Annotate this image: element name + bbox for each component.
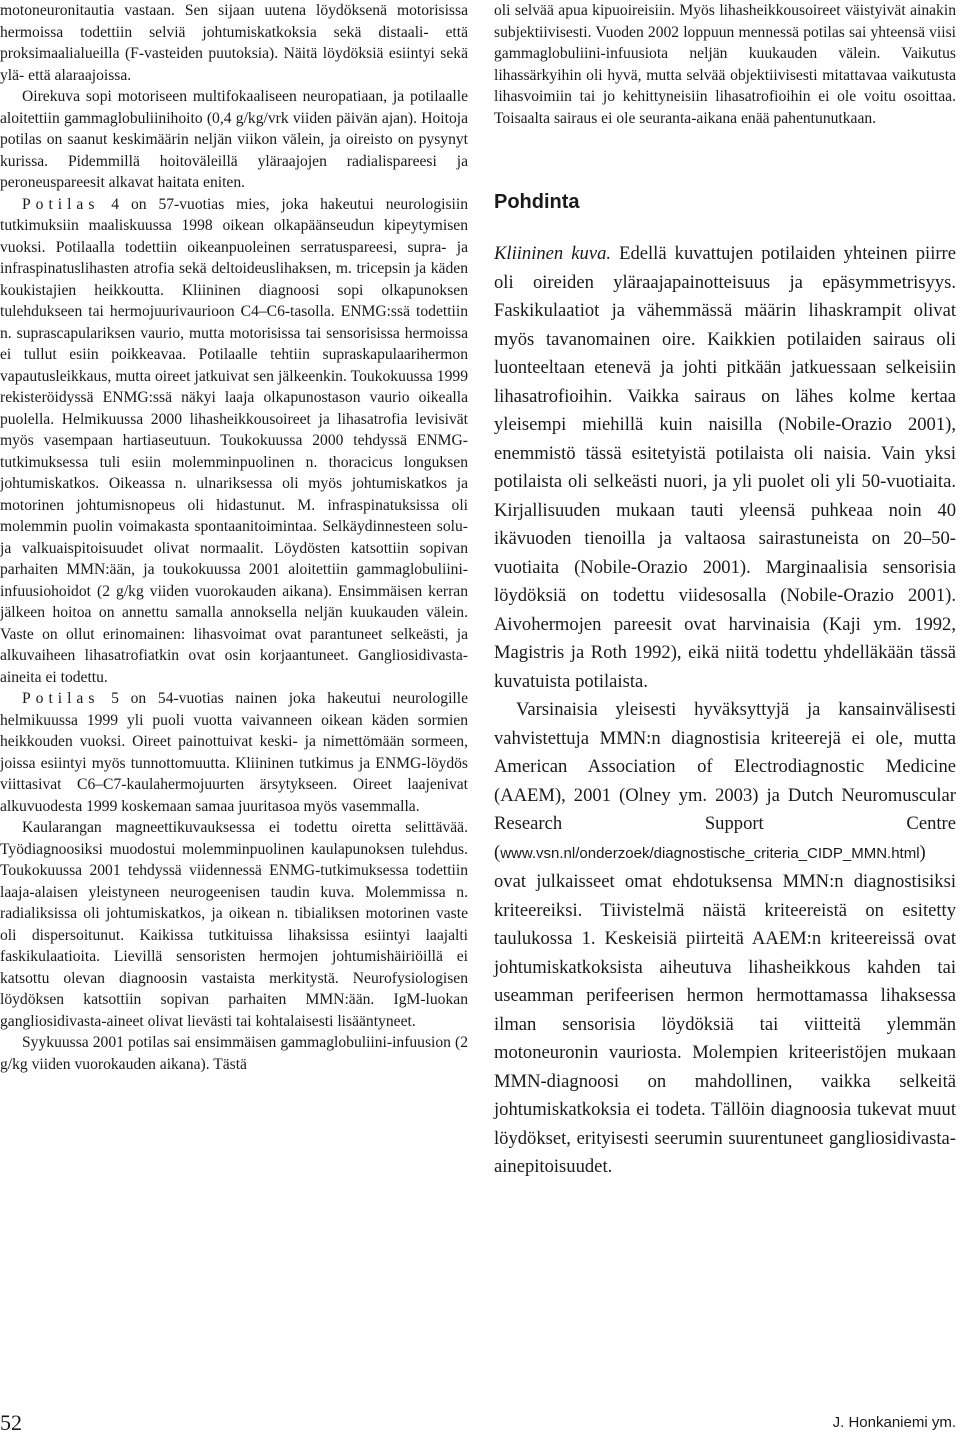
paragraph-lead: Kliininen kuva.	[494, 243, 612, 264]
discussion-paragraph	[494, 696, 956, 1182]
section-heading: Pohdinta	[494, 191, 580, 213]
discussion-paragraph	[494, 240, 956, 696]
case-text: 4 on 57-vuotias mies, joka hakeutui neurologisiin tutkimuksiin maaliskuussa 1998 oikean olkapäänseudun kipeytymisen vuoksi. Potilaalla todettiin oikeanpuoleinen serratuspareesi, supra- ja infraspinatuslihasten atrofia sekä deltoideuslihaksen, m. tricepsin ja käden koukistajien heikkoutta. Kliininen diagnoosi sopi olkapunoksen tulehdukseen tai hermojuurivaurioon C4–C6-tasolla. ENMG:ssä todettiin n. suprascapulariksen vaurio, mutta motorisissa tai sensorisissa hermoissa ei tullut esiin poikkeavaa. Potilaalle tehtiin supraskapulaarihermon vapautusleikkaus, mutta oireet jatkuivat sen jälkeenkin. Toukokuussa 1999 rekisteröidyssä ENMG:ssä näkyi laaja olkapunostason vaurio oikealla puolella. Helmikuussa 2000 lihasheikkousoireet ja lihasatrofia levisivät myös vasempaan hartiaseutuun. Toukokuussa 2000 tehdyssä ENMG-tutkimuksessa tuli esiin molemminpuolinen n. thoracicus longuksen johtumiskatkos. Oikeassa n. ulnariksessa oli myös johtumiskatkos ja motorinen johtumisnopeus oli hidastunut. M. infraspinatuksissa oli molemmin puolin voimakasta spontaanitoimintaa. Selkäydinnesteen solu- ja valkuaispitoisuudet olivat normaalit. Löydösten katsottiin sopivan parhaiten MMN:ään, ja toukokuussa 2001 aloitettiin gammaglobuliini-infuusiohoidot (2 g/kg viiden vuorokauden aikana). Ensimmäisen kerran jälkeen hoitoa on annettu samalla annoksella neljän kuukauden välein. Vaste on ollut erinomainen: lihasvoimat ovat parantuneet selkeästi, ja alkuvaiheen lihasatrofiatkin ovat osin korjaantuneet. Gangliosidivasta-aineita ei todettu.	[0, 195, 468, 686]
body-paragraph: motoneuronitautia vastaan. Sen sijaan uutena löydöksenä motorisissa hermoissa todettiin selviä johtumiskatkoksia sekä distaali- että proksimaalialueilla (F-vasteiden puutoksia). Näitä löydöksiä esiintyi sekä ylä- että alaraajoissa.	[0, 2, 468, 84]
discussion-body	[494, 240, 956, 1182]
body-paragraph: Kaularangan magneettikuvauksessa ei todettu oiretta selittävää. Työdiagnoosiksi muodostui molemminpuolinen kaulapunoksen tulehdus. Toukokuussa 2001 tehdyssä viidennessä ENMG-tutkimuksessa todettiin laaja-alaisen yleistyneen neurogeenisen taudin kuva. Molemmissa n. radialiksissa oli johtumiskatkos, ja oikean n. tibialiksen motorinen vaste oli dispersoitunut. Kaikissa tutkituissa lihaksissa esiintyi laajalti faskikulaatioita. Lievillä sensoristen hermojen johtumishäiriöillä ei katsottu olevan diagnoosin vastaista merkitystä. Neurofysiologisen löydöksen katsottiin sopivan parhaiten MMN:ään. IgM-luokan gangliosidivasta-aineet olivat lievästi tai kohtalaisesti lisääntyneet.	[0, 819, 468, 1030]
paragraph-text: Edellä kuvattujen potilaiden yhteinen piirre oli oireiden yläraajapainotteisuus ja epäsymmetrisyys. Faskikulaatiot ja vähemmässä määrin lihaskrampit olivat myös tavanomainen oire. Kaikkien potilaiden sairaus oli luonteeltaan etenevä ja johti pitkään jatkuessaan selkeisiin lihasatrofioihin. Vaikka sairaus on lähes kolme kertaa yleisempi miehillä kuin naisilla (Nobile-Orazio 2001), enemmistö tässä esitetyistä potilaista oli naisia. Vain yksi potilaista oli selkeästi nuori, ja yli puolet oli yli 50-vuotiaita. Kirjallisuuden mukaan tauti yleensä puhkeaa noin 40 ikävuoden tienoilla ja valtaosa sairastuneista on 20–50-vuotiaita (Nobile-Orazio 2001). Marginaalisia sensorisia löydöksiä on todettu viidesosalla (Nobile-Orazio 2001). Aivohermojen pareesit ovat harvinaisia (Kaji ym. 1992, Magistris ja Roth 1992), eikä niitä todettu yhdelläkään tässä kuvatuista potilaista.	[494, 243, 956, 692]
body-paragraph: Syykuussa 2001 potilas sai ensimmäisen gammaglobuliini-infuusion (2 g/kg viiden vuorokauden aikana). Tästä	[0, 1034, 468, 1073]
case-paragraph-4	[0, 194, 468, 689]
case-label: Potilas	[22, 690, 100, 707]
paragraph-text: Varsinaisia yleisesti hyväksyttyjä ja kansainvälisesti vahvistettuja MMN:n diagnostisia kriteerejä ei ole, mutta American Association of Electrodiagnostic Medicine (AAEM), 2001 (Olney ym. 2003) ja Dutch Neuromuscular Research Support Centre (	[494, 699, 956, 863]
body-paragraph: oli selvää apua kipuoireisiin. Myös lihasheikkousoireet väistyivät ainakin subjektiivisesti. Vuoden 2002 loppuun mennessä potilas sai yhteensä viisi gammaglobuliini-infuusiota neljän kuukauden välein. Vaikutus lihassärkyihin oli hyvä, mutta selvää objektiivisesti mitattavaa vaikutusta lihasvoimiin tai jo kehittyneisiin lihasatrofioihin ei ole voitu osoittaa. Toisaalta sairaus ei ole seuranta-aikana enää pahentunutkaan.	[494, 2, 956, 127]
body-paragraph: Oirekuva sopi motoriseen multifokaaliseen neuropatiaan, ja potilaalle aloitettiin gammaglobuliinihoito (0,4 g/kg/vrk viiden päivän ajan). Hoitoja potilas on saanut keskimäärin neljän viikon välein, ja oireisto on pysynyt kurissa. Pidemmillä hoitoväleillä yläraajojen radialispareesi ja peroneuspareesit alkavat haitata eniten.	[0, 88, 468, 191]
left-column	[0, 0, 468, 1075]
right-column	[494, 0, 956, 1182]
url-link[interactable]: www.vsn.nl/onderzoek/diagnostische_criteria_CIDP_MMN.html	[500, 844, 920, 862]
paragraph-text: ) ovat julkaisseet omat ehdotuksensa MMN:n diagnostisiksi kriteereiksi. Tiivistelmä näistä kriteereistä on esitetty taulukossa 1. Keskeisiä piirteitä AAEM:n kriteereissä ovat johtumiskatkoksista aiheutuva lihasheikkous kahden tai useamman perifeerisen hermon hermottamassa lihaksessa ilman sensorisia löydöksiä tai viitteitä ylemmän motoneuronin vauriosta. Molempien kriteeristöjen mukaan MMN-diagnoosi on mahdollinen, vaikka selkeitä johtumiskatkoksia ei todeta. Tällöin diagnoosia tukevat muut löydökset, erityisesti seerumin suurentuneet gangliosidivasta-ainepitoisuudet.	[494, 841, 956, 1177]
case-label: Potilas	[22, 195, 100, 213]
running-author: J. Honkaniemi ym.	[832, 1414, 956, 1431]
case-text: 5 on 54-vuotias nainen joka hakeutui neurologille helmikuussa 1999 yli puoli vuotta vaivanneen oikean käden sormien heikkouden vuoksi. Oireet painottuivat keski- ja nimettömään sormeen, joissa esiintyi myös tunnottomuutta. Kliininen tutkimus ja ENMG-löydös viittasivat C6–C7-kaulahermojuurten ärsytykseen. Oireet laajenivat alkuvuodesta 1999 koskemaan samaa juuritasoa myös vasemmalla.	[0, 690, 468, 815]
page-number: 52	[0, 1410, 22, 1435]
case-paragraph-5	[0, 688, 468, 817]
